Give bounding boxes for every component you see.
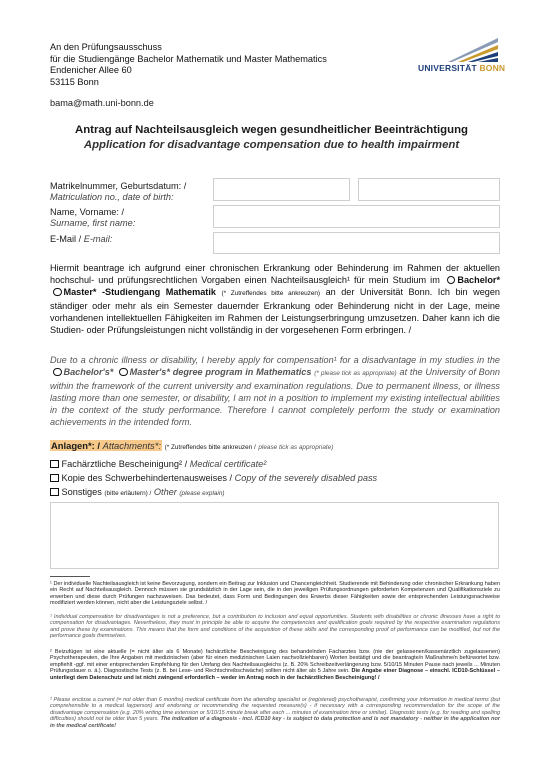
university-logo xyxy=(418,36,506,80)
body-en-text: Due to a chronic illness or disability, I hereby apply for compensation¹ for a disadvantage in my studies in the xyxy=(50,355,500,365)
footnote-2-de-bold: Die Angabe einer Diagnose – einschl. ICD10-Schlüssel – unterliegt dem Datenschutz und ist nicht zwingend erforderlich – weder im Antrag noch in der fachärztlichen Bescheinigung! / xyxy=(50,668,500,681)
form-title-de: Antrag auf Nachteilsausgleich wegen gesundheitlicher Beeinträchtigung xyxy=(74,124,469,136)
footnote-2-en-text: ² Please enclose a current (= not older than 6 months) medical certificate from the attending specialist or (registered) psychotherapist, confirming your information in medical terms (but comprehensible to a medical layperson) and endorsing or recommending the requested measure(s) - if necessary with a corresponding recommendation for the scope of the disadvantage compensation (e.g. 20% writing time extension or 5/10/15 minute break after each ... minutes of examination time or similar). Diagnostic tests (e.g. for reading and spelling difficulties) should not be older than 5 years. xyxy=(50,697,500,723)
master-label-en: Master's* degree program in Mathematics xyxy=(129,367,312,378)
application-text-en xyxy=(50,354,500,429)
address-line: Endenicher Allee 60 xyxy=(50,65,132,76)
matriculation-number-field[interactable] xyxy=(213,178,350,201)
attachment-disabled-pass[interactable] xyxy=(50,473,377,483)
disabled-pass-checkbox[interactable] xyxy=(50,474,59,483)
logo-text-universitaet: UNIVERSITÄT xyxy=(418,63,477,73)
name-label-en: Surname, first name: xyxy=(50,217,136,228)
attachments-note-en: please tick as appropriate) xyxy=(258,444,334,451)
contact-email: bama@math.uni-bonn.de xyxy=(50,98,154,108)
logo-mark-icon xyxy=(418,36,500,64)
email-label-de: E-Mail / xyxy=(50,234,82,244)
logo-text xyxy=(418,63,505,73)
attachment-label-en: Other xyxy=(153,487,177,497)
attachments-label-en: Attachments*: xyxy=(102,440,161,451)
attachment-small-en: (please explain) xyxy=(179,490,225,497)
medical-certificate-checkbox[interactable] xyxy=(50,460,59,469)
master-radio-en[interactable] xyxy=(119,368,128,377)
email-label xyxy=(50,234,112,245)
attachment-medical-certificate[interactable] xyxy=(50,459,266,469)
matrikel-label xyxy=(50,181,186,203)
footnote-1-de: ¹ Der individuelle Nachteilsausgleich ist keine Bevorzugung, sondern ein Beitrag zur Inklusion und Chancengleichheit. Studierende mit Behinderung oder chronischer Erkrankung haben ein Recht auf Nachteilsausgleich. Dennoch müssen sie grundsätzlich in der Lage sein, die in den jeweiligen Prüfungsordnungen geforderten Kompetenzen und Qualifikationsziele zu erwerben und diese durch Prüfungen nachzuweisen. Das bedeutet, dass Form und Bedingungen des Erwerbs dieser Fähigkeiten sowie der entsprechenden Leistungsnachweise modifiziert werden können, nicht aber die Leistungsziele selbst. / xyxy=(50,581,500,607)
program-label: -Studiengang Mathematik xyxy=(101,287,216,298)
attachment-label-en: Copy of the severely disabled pass xyxy=(234,473,378,483)
email-field[interactable] xyxy=(213,232,500,254)
application-text-de xyxy=(50,262,500,337)
attachment-label-de: Sonstiges xyxy=(61,487,102,497)
matrikel-label-de: Matrikelnummer, Geburtsdatum: / xyxy=(50,181,187,191)
name-label-de: Name, Vorname: / xyxy=(50,207,125,217)
attachments-note-de: (* Zutreffendes bitte ankreuzen / xyxy=(164,444,256,451)
footnote-2-de xyxy=(50,649,500,681)
attachment-label-en: Medical certificate² xyxy=(189,459,267,469)
tick-note-en: (* please tick as appropriate) xyxy=(314,370,397,378)
form-title-en: Application for disadvantage compensation due to health impairment xyxy=(83,139,460,151)
bachelor-radio[interactable] xyxy=(447,276,456,285)
name-label xyxy=(50,207,135,229)
birth-date-field[interactable] xyxy=(358,178,500,201)
address-line: für die Studiengänge Bachelor Mathematik und Master Mathematics xyxy=(50,53,327,64)
footnote-2-en xyxy=(50,697,500,729)
address-line: 53115 Bonn xyxy=(50,76,99,87)
footnote-2-en-bold: The indication of a diagnosis - incl. ICD10 key - is subject to data protection and is not mandatory - neither in the application nor in the medical certificate! xyxy=(50,716,500,729)
footnote-2-de-text: ² Beizufügen ist eine aktuelle (= nicht älter als 6 Monate) fachärztliche Bescheinigung des behandelnden Facharztes bzw. (nie der gelassenen/kassenärztlich zugelassenen) Psychotherapeuten, die Ihre Angaben mit medizinischen (aber für einen medizinischen Laien nachvollziehbaren) Worten bestätigt und die beantragte/n Maßnahme/n befürwortet bzw. empfiehlt -ggf. mit einer entsprechenden Empfehlung für den Umfang des Nachteilsausgleichs (z. B. 20% Schreibzeitverlängerung bzw. 5/10/15 Minuten Pause nach jeweils ... Minuten Prüfungsdauer o. ä.). Diagnostische Tests (z. B. bei Lese- und Rechtschreibschwäche) sollten nicht älter als 5 Jahre sein. xyxy=(50,649,500,675)
attachments-heading xyxy=(50,440,333,451)
address-line: An den Prüfungsausschuss xyxy=(50,42,162,52)
bachelor-label-en: Bachelor's* xyxy=(63,367,114,378)
email-label-en: E-mail: xyxy=(83,234,113,244)
footnote-divider xyxy=(50,576,90,577)
footnote-1-en: ¹ Individual compensation for disadvantages is not a preference, but a contribution to inclusion and equal opportunities. Students with disabilities or chronic illnesses have a right to compensation for disadvantages. Nevertheless, they must in principle be able to acquire the competencies and qualification goals required by the respective examination regulations and prove these by examinations. This means that the form and conditions of the acquisition of these skills and the corresponding proof of performance can be modified, but not the performance goals themselves. xyxy=(50,614,500,640)
master-label: Master* xyxy=(63,287,97,298)
matrikel-label-en: Matriculation no., date of birth: xyxy=(50,191,174,202)
logo-text-bonn: BONN xyxy=(479,63,506,73)
recipient-address xyxy=(50,42,327,88)
master-radio[interactable] xyxy=(53,288,62,297)
attachments-label-de: Anlagen*: xyxy=(51,440,95,451)
attachment-other[interactable] xyxy=(50,487,225,497)
other-explanation-field[interactable] xyxy=(50,502,499,569)
other-checkbox[interactable] xyxy=(50,488,59,497)
attachment-small-de: (bitte erläutern) / xyxy=(104,490,152,497)
tick-note-de: (* Zutreffendes bitte ankreuzen) xyxy=(221,290,321,298)
attachments-label: Anlagen*: / Attachments*: xyxy=(51,440,161,451)
body-de-text-cont: an der Universität Bonn. Ich bin wegen ständiger oder mehr als ein Semester dauernder Erkrankung oder Behinderung nicht in der Lage, meine vorhandenen intellektuellen Fähigkeiten im Rahmen der Leistungserbringung umzusetzen. Daher kann ich die Studien- oder Prüfungsleistungen nicht vollständig in der vorgesehenen Form erbringen. / xyxy=(50,287,500,336)
body-en-text-cont: at the University of Bonn within the framework of the current university and examination regulations. Due to permanent illness, or illness lasting more than one semester, or disability, I am not in a position to implement my existing intellectual abilities in the context of the study performance. Therefore I cannot completely perform the study or examination achievements in the intended form. xyxy=(50,367,500,428)
name-field[interactable] xyxy=(213,205,500,228)
bachelor-label: Bachelor* xyxy=(457,275,500,286)
body-de-text: Hiermit beantrage ich aufgrund einer chronischen Erkrankung oder Behinderung im Rahmen der aktuellen hochschul- und prüfungsrechtlichen Vorgaben einen Nachteilsausgleich¹ für mein Studium im xyxy=(50,263,500,286)
attachment-label-de: Fachärztliche Bescheinigung² / xyxy=(61,459,188,469)
bachelor-radio-en[interactable] xyxy=(53,368,62,377)
attachment-label-de: Kopie des Schwerbehindertenausweises / xyxy=(61,473,233,483)
